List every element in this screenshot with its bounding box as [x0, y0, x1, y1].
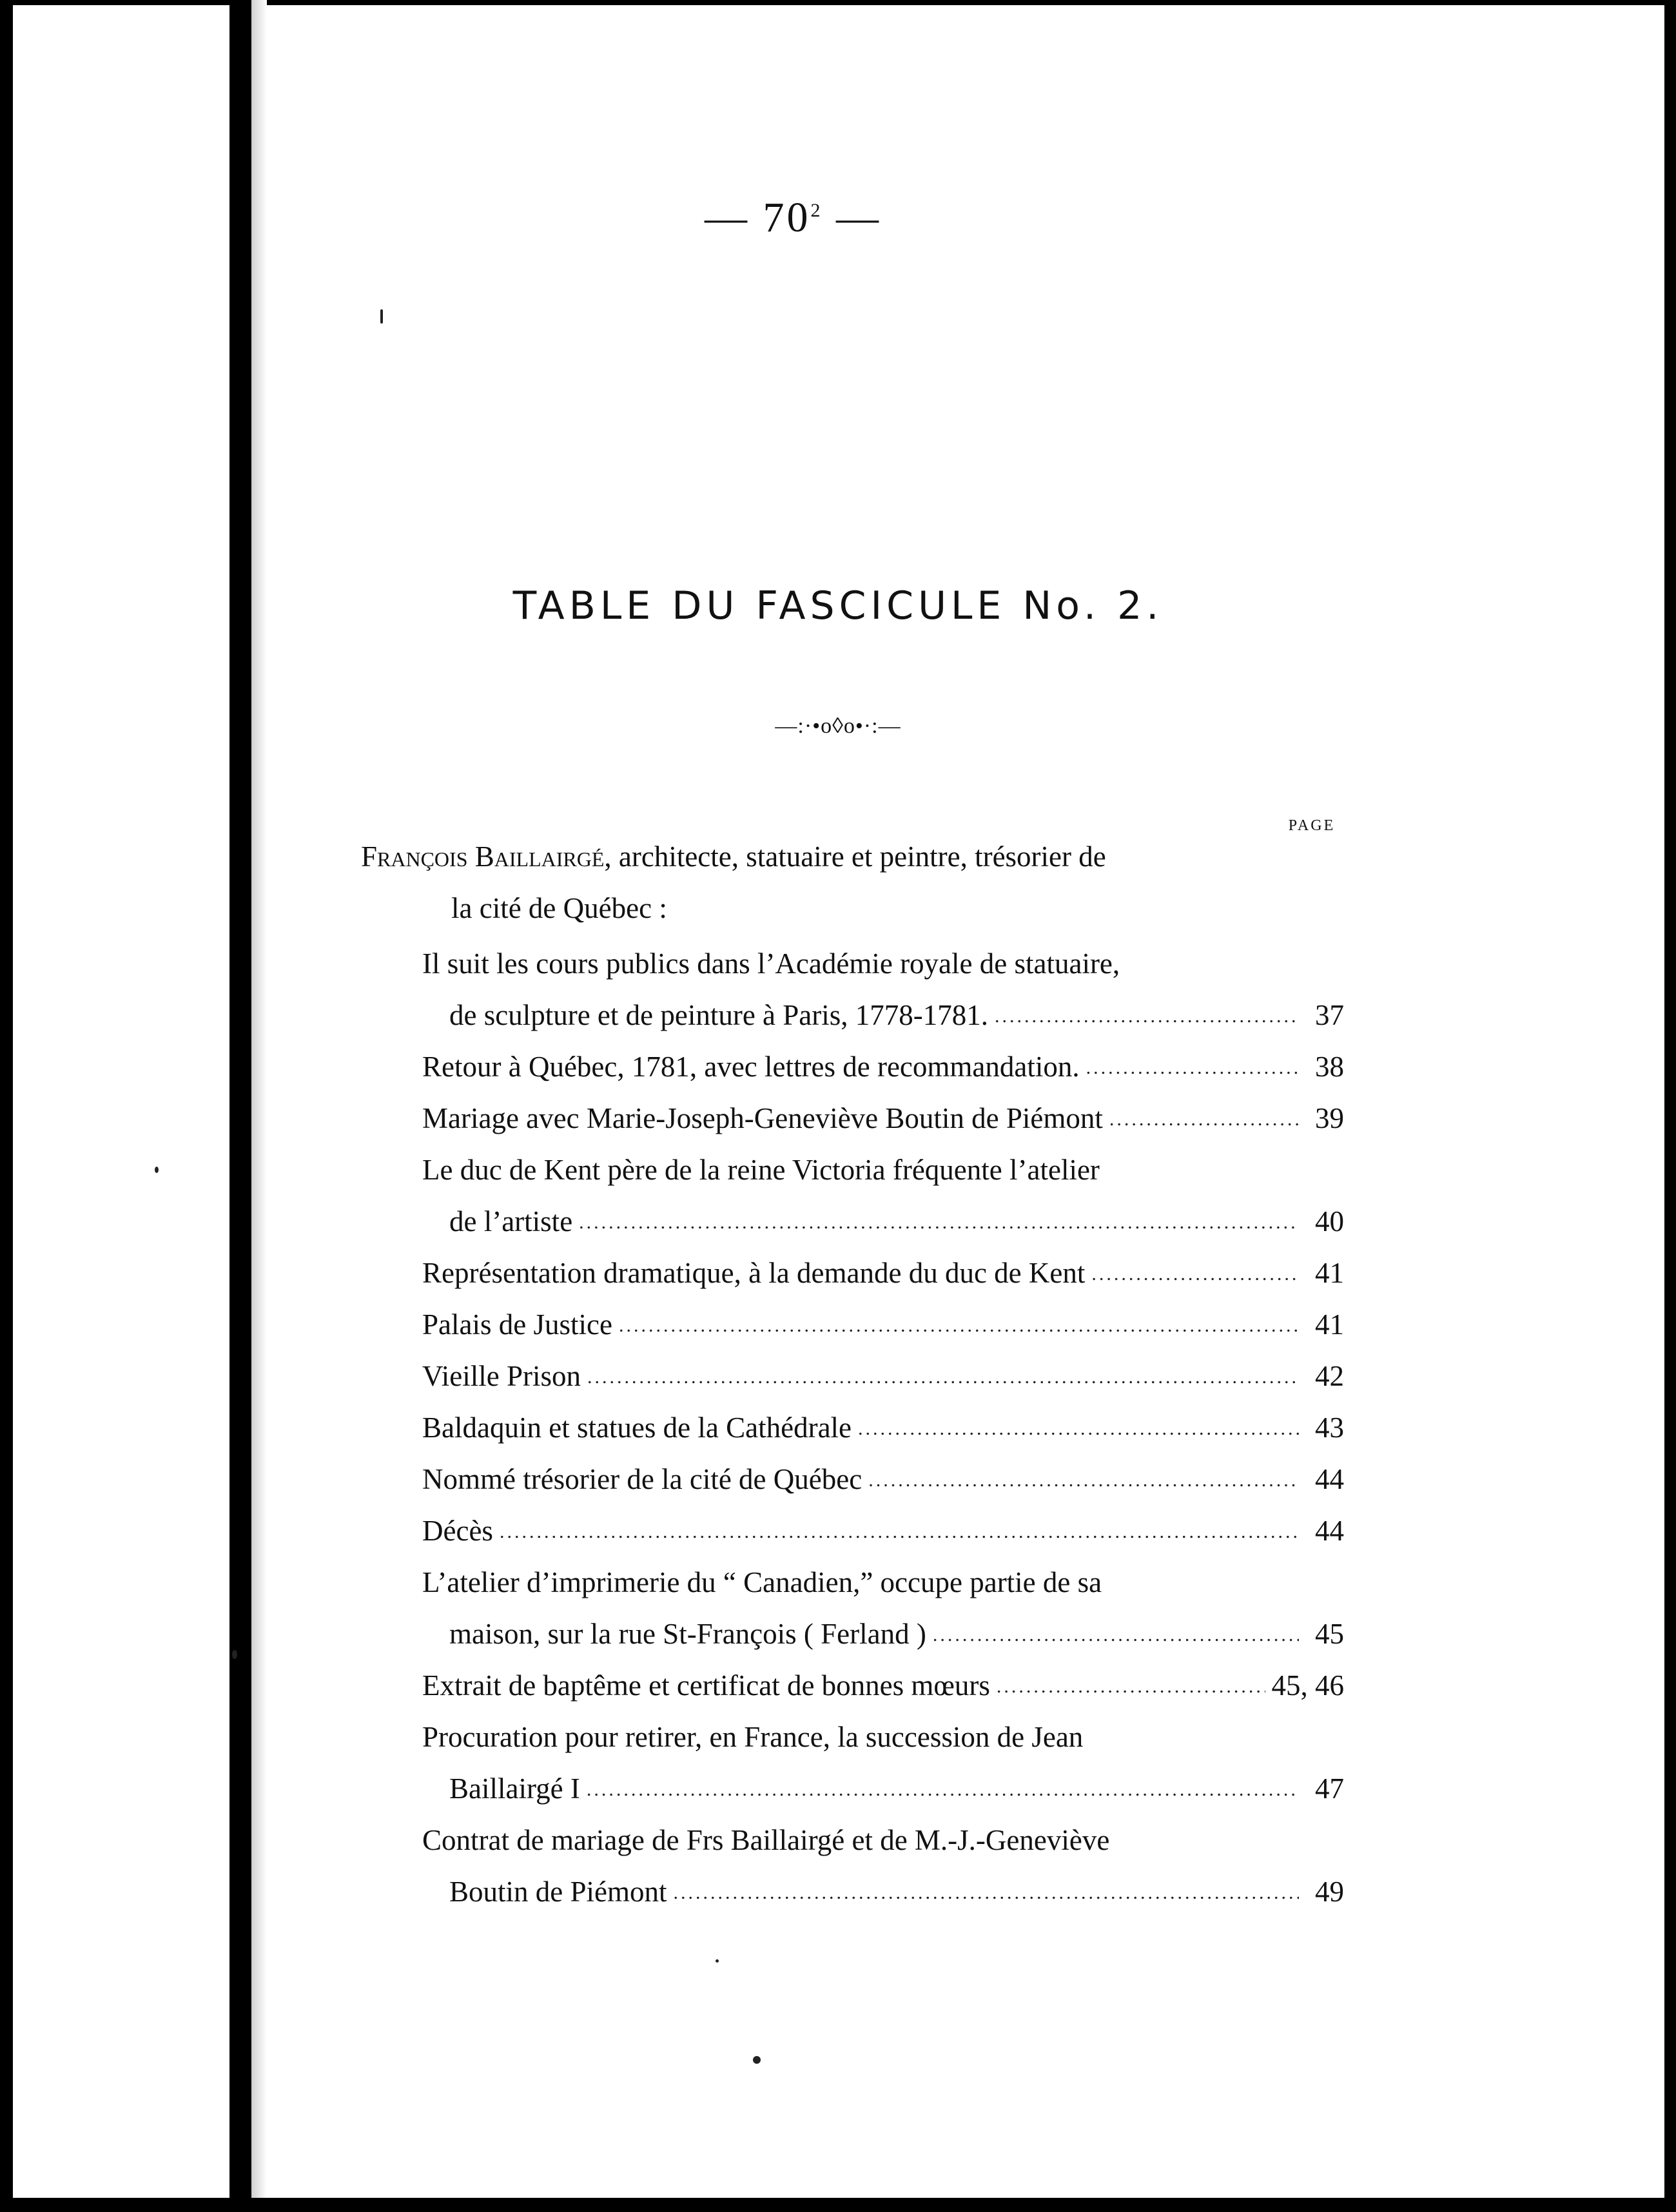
toc-page-number: 49: [1315, 1876, 1344, 1908]
toc-entry-title: Retour à Québec, 1781, avec lettres de recommandation.: [422, 1051, 1080, 1083]
toc-entry-title: Mariage avec Marie-Joseph-Geneviève Boutin de Piémont: [422, 1102, 1103, 1134]
toc-entry-title: de sculpture et de peinture à Paris, 1778-1781.: [449, 999, 989, 1031]
scan-border-bottom: [0, 2198, 1676, 2212]
toc-entry-line: L’atelier d’imprimerie du “ Canadien,” occupe partie de sa: [422, 1566, 1102, 1598]
toc-entry: [422, 1353, 1344, 1399]
toc-entry-title: Vieille Prison: [422, 1360, 581, 1392]
toc-entry: [422, 1508, 1344, 1553]
page-column-header: PAGE: [1288, 817, 1336, 834]
intro-line-1: François Baillairgé, architecte, statuaire et peintre, trésorier de: [361, 840, 1106, 873]
toc-entry-line: Le duc de Kent père de la reine Victoria fréquente l’atelier: [422, 1154, 1100, 1186]
toc-entry: [422, 1663, 1344, 1708]
toc-entry: [422, 1405, 1344, 1450]
dot-leader: [587, 1767, 1299, 1812]
dot-leader: [858, 1406, 1299, 1451]
toc-entry: [422, 1302, 1344, 1347]
toc-entry: [449, 1766, 1344, 1811]
dot-leader: [1086, 1045, 1299, 1091]
toc-entry-title: de l’artiste: [449, 1205, 573, 1237]
toc-page-number: 38: [1315, 1051, 1344, 1083]
binding-gutter: [229, 0, 251, 2212]
dot-leader: [587, 1355, 1299, 1400]
toc-page-number: 42: [1315, 1360, 1344, 1392]
toc-entry: [422, 1457, 1344, 1502]
page-title: TABLE DU FASCICULE No. 2.: [512, 583, 1164, 628]
dot-leader: [674, 1870, 1300, 1916]
toc-entry-title: Nommé trésorier de la cité de Québec: [422, 1463, 862, 1495]
toc-entry: [422, 1250, 1344, 1295]
scan-border-left: [0, 0, 13, 2212]
dot-leader: [868, 1458, 1299, 1503]
page-number: — $70^2$ —: [705, 194, 881, 241]
dot-leader: [995, 994, 1299, 1039]
toc-entry-line: Contrat de mariage de Frs Baillairgé et de M.-J.-Geneviève: [422, 1824, 1110, 1856]
toc-page-number: 41: [1315, 1257, 1344, 1289]
dot-leader: [579, 1200, 1299, 1245]
scan-speck: [716, 1959, 719, 1963]
dot-leader: [1091, 1252, 1299, 1297]
scan-speck: [232, 1650, 237, 1659]
toc-entry: [422, 1096, 1344, 1141]
toc-entry-title: Baillairgé I: [449, 1772, 580, 1805]
toc-page-number: 39: [1315, 1102, 1344, 1134]
toc-page-number: 43: [1315, 1412, 1344, 1444]
toc-entry: [449, 1611, 1344, 1656]
dot-leader: [619, 1303, 1299, 1348]
toc-page-number: 45, 46: [1271, 1669, 1344, 1702]
scan-speck: [753, 2056, 761, 2064]
toc-entry-line: Procuration pour retirer, en France, la succession de Jean: [422, 1721, 1084, 1753]
toc-page-number: 37: [1315, 999, 1344, 1031]
toc-entry-title: Représentation dramatique, à la demande du duc de Kent: [422, 1257, 1086, 1289]
gutter-shadow: [251, 0, 267, 2212]
author-name: François Baillairgé: [361, 840, 605, 873]
toc-page-number: 41: [1315, 1308, 1344, 1341]
scan-speck: [380, 309, 383, 324]
toc-entry: [422, 1044, 1344, 1089]
dot-leader: [933, 1613, 1299, 1658]
toc-entry-title: Baldaquin et statues de la Cathédrale: [422, 1412, 852, 1444]
toc-page-number: 45: [1315, 1618, 1344, 1650]
intro-line-2: la cité de Québec :: [451, 892, 667, 924]
scan-speck: [155, 1167, 159, 1173]
dot-leader: [1109, 1097, 1299, 1142]
toc-page-number: 47: [1315, 1772, 1344, 1805]
toc-entry: [449, 1199, 1344, 1244]
toc-entry-title: Extrait de baptême et certificat de bonnes mœurs: [422, 1669, 990, 1702]
toc-page-number: 44: [1315, 1515, 1344, 1547]
dot-leader: [500, 1509, 1299, 1555]
toc-entry-title: Palais de Justice: [422, 1308, 612, 1341]
toc-entry-line: Il suit les cours publics dans l’Académie royale de statuaire,: [422, 947, 1120, 980]
toc-entry-title: maison, sur la rue St-François ( Ferland ): [449, 1618, 926, 1650]
scan-border-right: [1664, 0, 1676, 2212]
title-ornament: —:·•o◊o•·:—: [775, 714, 901, 738]
toc-entry-title: Décès: [422, 1515, 493, 1547]
dot-leader: [997, 1664, 1265, 1709]
toc-page-number: 44: [1315, 1463, 1344, 1495]
toc-page-number: 40: [1315, 1205, 1344, 1237]
toc-entry: [449, 993, 1344, 1038]
toc-entry: [449, 1869, 1344, 1914]
toc-entry-title: Boutin de Piémont: [449, 1876, 667, 1908]
